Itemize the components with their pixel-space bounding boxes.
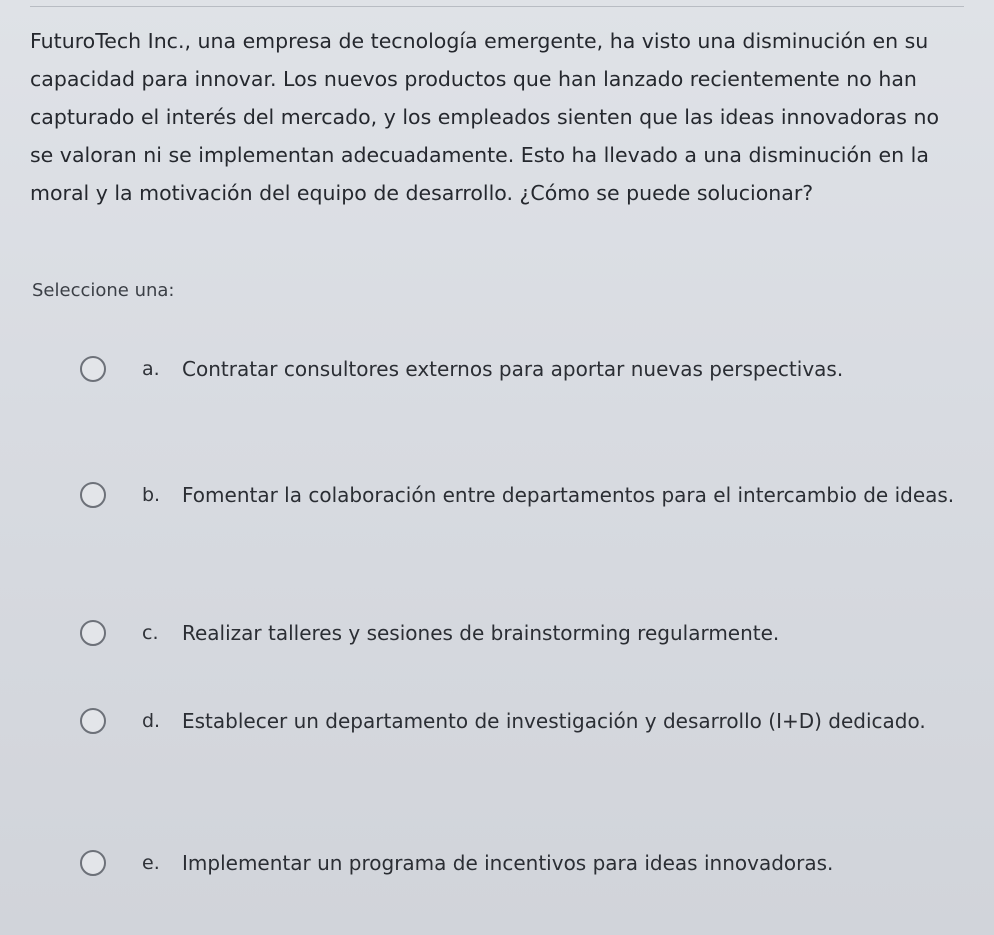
radio-e-icon[interactable] xyxy=(80,850,106,876)
option-e-letter: e. xyxy=(142,852,160,874)
radio-c-icon[interactable] xyxy=(80,620,106,646)
option-e-text[interactable]: Implementar un programa de incentivos para ideas innovadoras. xyxy=(182,851,834,875)
option-c[interactable] xyxy=(80,612,960,654)
option-b-text[interactable]: Fomentar la colaboración entre departamentos para el intercambio de ideas. xyxy=(182,483,955,507)
option-d[interactable] xyxy=(80,700,960,742)
top-divider xyxy=(30,6,964,7)
option-e[interactable] xyxy=(80,842,960,884)
option-c-text[interactable]: Realizar talleres y sesiones de brainstorming regularmente. xyxy=(182,621,780,645)
option-a-text[interactable]: Contratar consultores externos para aportar nuevas perspectivas. xyxy=(182,357,844,381)
option-c-letter: c. xyxy=(142,622,159,644)
radio-a-icon[interactable] xyxy=(80,356,106,382)
option-d-letter: d. xyxy=(142,710,161,732)
option-a[interactable] xyxy=(80,348,960,390)
option-a-letter: a. xyxy=(142,358,160,380)
radio-b-icon[interactable] xyxy=(80,482,106,508)
select-prompt: Seleccione una: xyxy=(32,280,175,301)
option-b-letter: b. xyxy=(142,484,161,506)
radio-d-icon[interactable] xyxy=(80,708,106,734)
question-text: FuturoTech Inc., una empresa de tecnología emergente, ha visto una disminución en su capacidad para innovar. Los nuevos productos que han lanzado recientemente no han capturado el interés del mercado, y los empleados sienten que las ideas innovadoras no se valoran ni se implementan adecuadamente. Esto ha llevado a una disminución en la moral y la motivación del equipo de desarrollo. ¿Cómo se puede solucionar? xyxy=(30,29,940,205)
option-d-text[interactable]: Establecer un departamento de investigación y desarrollo (I+D) dedicado. xyxy=(182,709,926,733)
option-b[interactable] xyxy=(80,474,960,516)
